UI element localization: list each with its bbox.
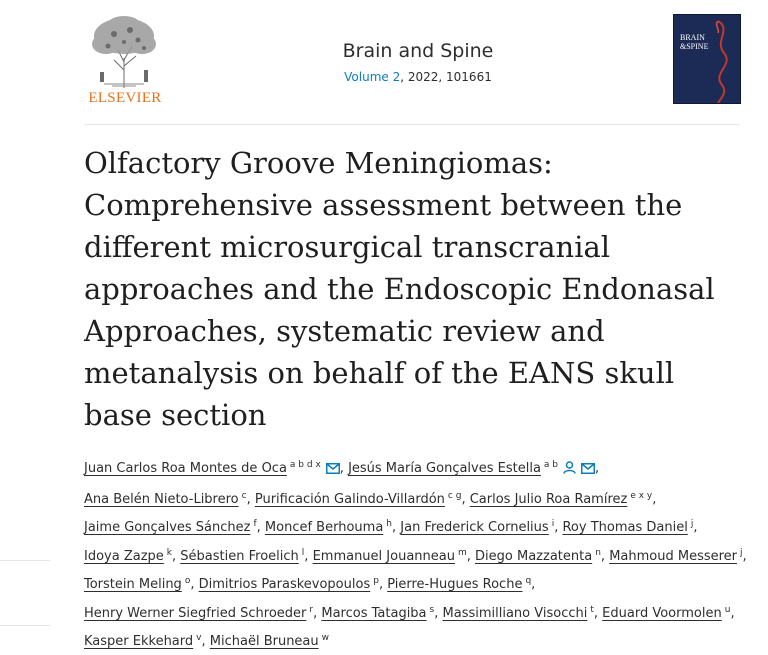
author-separator: , [392, 520, 397, 535]
author-separator: , [190, 577, 195, 592]
author-name-link[interactable]: Kasper Ekkehard [84, 634, 194, 649]
author-item [313, 549, 471, 564]
citation-rest: , 2022, 101661 [400, 70, 492, 84]
author-name-link[interactable]: Pierre-Hugues Roche [387, 577, 523, 592]
author-item [387, 577, 535, 592]
author-item [609, 549, 746, 564]
author-item [265, 520, 396, 535]
affiliation-superscript[interactable]: a b d x [289, 460, 321, 470]
author-item [400, 520, 558, 535]
author-name-link[interactable]: Michaël Bruneau [209, 634, 319, 649]
elsevier-logo[interactable] [84, 14, 166, 106]
header-divider [84, 124, 740, 125]
author-item [348, 461, 599, 476]
affiliation-superscript[interactable]: k [166, 547, 172, 558]
author-separator: , [742, 548, 747, 564]
author-separator: , [466, 548, 471, 564]
article-header [0, 0, 768, 124]
author-list [84, 453, 748, 655]
author-item [443, 606, 599, 621]
volume-link[interactable]: Volume 2 [344, 70, 401, 84]
author-name-link[interactable]: Torstein Meling [84, 577, 182, 592]
author-separator: , [554, 520, 559, 535]
journal-info [260, 40, 576, 84]
author-separator: , [593, 605, 599, 621]
cover-title-line1: BRAIN [680, 33, 705, 42]
author-item [84, 520, 261, 535]
author-name-link[interactable]: Carlos Julio Roa Ramírez [469, 491, 628, 507]
author-name-link[interactable]: Marcos Tatagiba [321, 605, 427, 621]
author-item [84, 606, 317, 621]
author-name-link[interactable]: Jesús María Gonçalves Estella [348, 461, 541, 476]
left-divider-2 [0, 625, 50, 626]
affiliation-superscript[interactable]: j [690, 519, 694, 529]
author-separator: , [378, 577, 384, 592]
author-name-link[interactable]: Moncef Berhouma [264, 520, 384, 535]
author-name-link[interactable]: Purificación Galindo-Villardón [254, 491, 445, 507]
author-item [562, 520, 697, 535]
author-separator: , [201, 634, 206, 649]
author-name-link[interactable]: Diego Mazzatenta [475, 548, 593, 564]
author-name-link[interactable]: Massimilliano Visocchi [442, 605, 588, 621]
author-item [84, 549, 176, 564]
envelope-icon[interactable] [581, 458, 595, 484]
author-item [210, 634, 329, 649]
affiliation-superscript[interactable]: a b [543, 460, 559, 470]
journal-citation [260, 70, 576, 84]
author-item [84, 577, 194, 592]
affiliation-superscript[interactable]: h [386, 519, 392, 529]
cover-spine-graphic [674, 15, 740, 103]
author-item [470, 492, 657, 507]
affiliation-superscript[interactable]: q [525, 576, 532, 586]
affiliation-superscript[interactable]: s [429, 604, 435, 615]
author-separator: , [339, 461, 344, 476]
author-separator: , [313, 605, 318, 621]
author-item [84, 634, 206, 649]
affiliation-superscript[interactable]: n [595, 547, 601, 558]
affiliation-superscript[interactable]: i [551, 519, 555, 529]
author-item [255, 492, 466, 507]
author-separator: , [246, 491, 251, 507]
author-name-link[interactable]: Roy Thomas Daniel [562, 520, 688, 535]
affiliation-superscript[interactable]: w [321, 633, 330, 643]
author-item [84, 492, 251, 507]
author-name-link[interactable]: Jaime Gonçalves Sánchez [84, 520, 251, 535]
affiliation-superscript[interactable]: r [309, 604, 314, 615]
article-title: Olfactory Groove Meningiomas: Comprehensive assessment between the different microsurgical transcranial approaches and the Endoscopic Endonasal Approaches, systematic review and metanalysis on behalf of the EANS skull base section [84, 146, 715, 432]
author-name-link[interactable]: Idoya Zazpe [84, 548, 164, 564]
author-separator: , [304, 548, 309, 564]
author-name-link[interactable]: Sébastien Froelich [180, 548, 299, 564]
author-item [475, 549, 605, 564]
affiliation-superscript[interactable]: e x y [630, 490, 653, 501]
author-name-link[interactable]: Ana Belén Nieto-Librero [84, 491, 239, 507]
author-separator: , [434, 605, 439, 621]
affiliation-superscript[interactable]: u [724, 604, 731, 615]
author-name-link[interactable]: Dimitrios Paraskevopoulos [198, 577, 371, 592]
author-separator: , [461, 491, 466, 507]
affiliation-superscript[interactable]: v [196, 633, 202, 643]
author-item [602, 606, 734, 621]
author-name-link[interactable]: Henry Werner Siegfried Schroeder [84, 605, 307, 621]
author-item [321, 606, 438, 621]
journal-cover-image[interactable] [673, 14, 741, 104]
affiliation-superscript[interactable]: m [457, 547, 467, 558]
author-separator: , [652, 491, 657, 507]
author-name-link[interactable]: Jan Frederick Cornelius [400, 520, 549, 535]
author-separator: , [172, 548, 177, 564]
affiliation-superscript[interactable]: t [590, 604, 594, 615]
affiliation-superscript[interactable]: o [184, 576, 191, 586]
author-name-link[interactable]: Juan Carlos Roa Montes de Oca [84, 461, 287, 476]
author-separator: , [256, 520, 261, 535]
envelope-icon[interactable] [326, 458, 340, 484]
author-name-link[interactable]: Mahmoud Messerer [609, 548, 738, 564]
cover-title-line2: &SPINE [680, 42, 709, 51]
author-separator: , [693, 520, 698, 535]
elsevier-tree-icon [84, 14, 166, 90]
author-name-link[interactable]: Eduard Voormolen [602, 605, 722, 621]
author-item [180, 549, 308, 564]
author-separator: , [531, 577, 536, 592]
affiliation-superscript[interactable]: p [373, 576, 379, 586]
journal-name[interactable]: Brain and Spine [342, 40, 494, 62]
left-divider [0, 560, 50, 561]
author-separator: , [730, 605, 735, 621]
affiliation-superscript[interactable]: j [740, 547, 743, 558]
author-item [84, 461, 344, 476]
affiliation-superscript[interactable]: c [241, 490, 247, 501]
affiliation-superscript[interactable]: c g [447, 490, 462, 501]
affiliation-superscript[interactable]: l [301, 547, 305, 558]
author-separator: , [600, 548, 606, 564]
person-icon[interactable] [563, 458, 576, 484]
publisher-wordmark: ELSEVIER [88, 90, 162, 106]
author-name-link[interactable]: Emmanuel Jouanneau [312, 548, 455, 564]
affiliation-superscript[interactable]: f [253, 519, 257, 529]
author-separator: , [595, 461, 600, 476]
author-item [199, 577, 383, 592]
